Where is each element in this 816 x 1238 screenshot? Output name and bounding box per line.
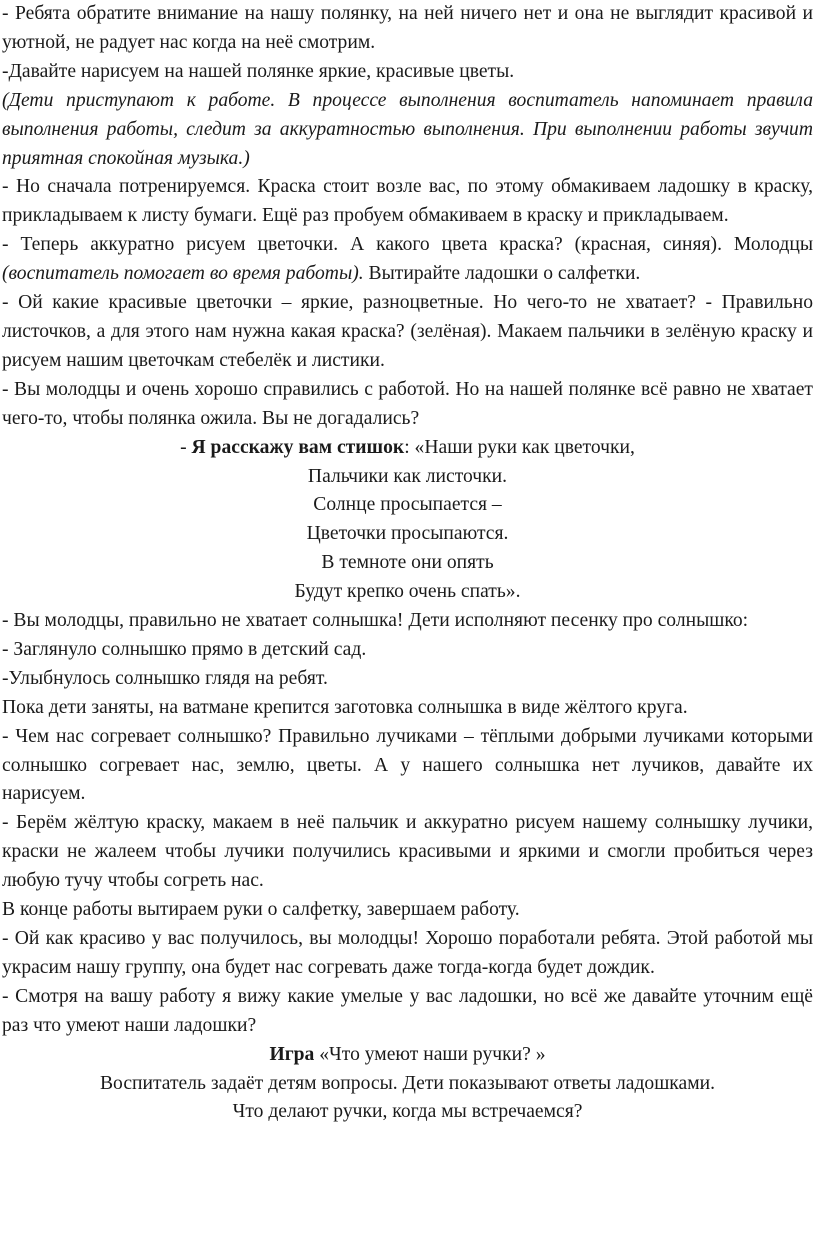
game-label-bold: Игра — [269, 1043, 315, 1065]
game-line-2: Что делают ручки, когда мы встречаемся? — [232, 1101, 583, 1123]
paragraph-10: -Улыбнулось солнышко глядя на ребят. — [2, 667, 328, 689]
poem-intro-rest: : «Наши руки как цветочки, — [404, 436, 635, 458]
paragraph-7: - Вы молодцы и очень хорошо справились с работой. Но на нашей полянке всё равно не хватает чего-то, чтобы полянка ожила. Вы не догадались? — [2, 378, 813, 429]
paragraph-16: - Смотря на вашу работу я вижу какие умелые у вас ладошки, но всё же давайте уточним ещё раз что умеют наши ладошки? — [2, 985, 813, 1036]
paragraph-6: - Ой какие красивые цветочки – яркие, разноцветные. Но чего-то не хватает? - Правильно листочков, а для этого нам нужна какая краска? (зелёная). Макаем пальчики в зелёную краску и рисуем нашим цветочкам стебелёк и листики. — [2, 292, 813, 371]
paragraph-11: Пока дети заняты, на ватмане крепится заготовка солнышка в виде жёлтого круга. — [2, 696, 688, 718]
paragraph-15: - Ой как красиво у вас получилось, вы молодцы! Хорошо поработали ребята. Этой работой мы украсим нашу группу, она будет нас согревать даже тогда-когда будет дождик. — [2, 928, 813, 978]
paragraph-5 — [2, 231, 813, 289]
poem-line: В темноте они опять — [321, 552, 494, 574]
game-title — [2, 1041, 813, 1070]
paragraph-14: В конце работы вытираем руки о салфетку, завершаем работу. — [2, 899, 520, 921]
paragraph-4: - Но сначала потренируемся. Краска стоит возле вас, по этому обмакиваем ладошку в краску, прикладываем к листу бумаги. Ещё раз пробуем обмакиваем в краску и прикладываем. — [2, 176, 813, 227]
game-line-1: Воспитатель задаёт детям вопросы. Дети показывают ответы ладошками. — [99, 1072, 716, 1094]
poem-line: Цветочки просыпаются. — [306, 523, 509, 545]
poem-intro-bold: Я расскажу вам стишок — [191, 436, 405, 458]
paragraph-1: - Ребята обратите внимание на нашу полянку, на ней ничего нет и она не выглядит красивой и уютной, не радует нас когда на неё смотрим. — [2, 3, 813, 53]
paragraph-13: - Берём жёлтую краску, макаем в неё пальчик и аккуратно рисуем нашему солнышку лучики, краски не жалеем чтобы лучики получились красивыми и яркими и смогли пробиться через любую тучу чтобы согреть нас. — [2, 812, 813, 892]
paragraph-3-italic-note: (Дети приступают к работе. В процессе выполнения воспитатель напоминает правила выполнения работы, следит за аккуратностью выполнения. При выполнении работы звучит приятная спокойная музыка.) — [2, 89, 813, 169]
paragraph-9: - Заглянуло солнышко прямо в детский сад. — [2, 638, 367, 660]
paragraph-5-start: - Теперь аккуратно рисуем цветочки. А какого цвета краска? (красная, синяя). Молодцы — [2, 234, 813, 256]
poem-dash: - — [180, 436, 192, 458]
paragraph-12: - Чем нас согревает солнышко? Правильно лучиками – тёплыми добрыми лучиками которыми солнышко согревает нас, землю, цветы. А у нашего солнышка нет лучиков, давайте их нарисуем. — [2, 725, 813, 805]
paragraph-8: - Вы молодцы, правильно не хватает солнышка! Дети исполняют песенку про солнышко: — [2, 610, 749, 632]
game-title-rest: «Что умеют наши ручки? » — [314, 1043, 546, 1065]
poem-line: Пальчики как листочки. — [307, 465, 508, 487]
poem-intro — [2, 434, 813, 463]
paragraph-2: -Давайте нарисуем на нашей полянке яркие, красивые цветы. — [2, 60, 515, 82]
poem-line: Будут крепко очень спать». — [294, 581, 521, 603]
paragraph-5-end: Вытирайте ладошки о салфетки. — [363, 263, 641, 285]
paragraph-5-italic: (воспитатель помогает во время работы). — [2, 263, 364, 285]
poem-line: Солнце просыпается – — [313, 494, 502, 516]
